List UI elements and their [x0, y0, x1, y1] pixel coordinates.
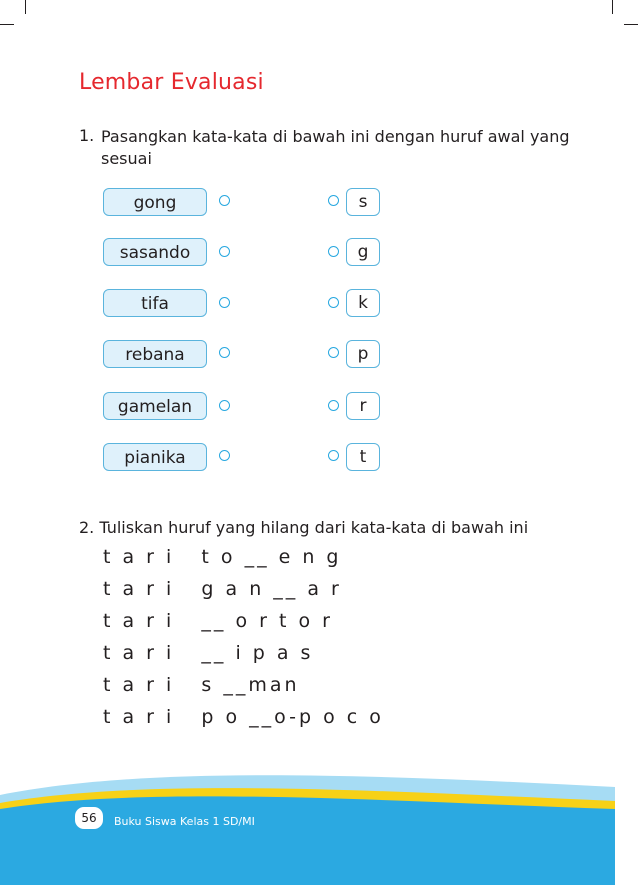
match-dot-left[interactable] [219, 347, 230, 358]
footer-book-title: Buku Siswa Kelas 1 SD/MI [114, 815, 255, 828]
word-box-gong: gong [103, 188, 207, 216]
question-1-text: Pasangkan kata-kata di bawah ini dengan huruf awal yang sesuai [101, 127, 570, 168]
letter-box-r: r [346, 392, 380, 420]
crop-mark [612, 0, 613, 14]
crop-mark [624, 24, 638, 25]
fill-blank-line: t a r i __ o r t o r [103, 610, 333, 632]
match-dot-right[interactable] [328, 297, 339, 308]
match-dot-left[interactable] [219, 400, 230, 411]
match-dot-left[interactable] [219, 297, 230, 308]
match-dot-left[interactable] [219, 246, 230, 257]
fill-blank-line: t a r i __ i p a s [103, 642, 314, 664]
match-dot-left[interactable] [219, 195, 230, 206]
match-dot-right[interactable] [328, 450, 339, 461]
letter-box-p: p [346, 340, 380, 368]
fill-blank-line: t a r i s __man [103, 674, 300, 696]
fill-blank-line: t a r i p o __o-p o c o [103, 706, 384, 728]
letter-box-k: k [346, 289, 380, 317]
match-dot-right[interactable] [328, 195, 339, 206]
question-2-text: 2. Tuliskan huruf yang hilang dari kata-kata di bawah ini [79, 518, 529, 537]
page-number: 56 [75, 807, 103, 829]
word-box-tifa: tifa [103, 289, 207, 317]
match-dot-right[interactable] [328, 246, 339, 257]
page-title: Lembar Evaluasi [79, 70, 264, 95]
word-box-rebana: rebana [103, 340, 207, 368]
letter-box-g: g [346, 238, 380, 266]
match-dot-right[interactable] [328, 347, 339, 358]
fill-blank-line: t a r i g a n __ a r [103, 578, 342, 600]
word-box-gamelan: gamelan [103, 392, 207, 420]
fill-blank-line: t a r i t o __ e n g [103, 546, 342, 568]
match-dot-right[interactable] [328, 400, 339, 411]
word-box-sasando: sasando [103, 238, 207, 266]
word-box-pianika: pianika [103, 443, 207, 471]
letter-box-s: s [346, 188, 380, 216]
letter-box-t: t [346, 443, 380, 471]
crop-mark [0, 24, 14, 25]
question-1-number: 1. [79, 126, 95, 145]
crop-mark [25, 0, 26, 14]
match-dot-left[interactable] [219, 450, 230, 461]
